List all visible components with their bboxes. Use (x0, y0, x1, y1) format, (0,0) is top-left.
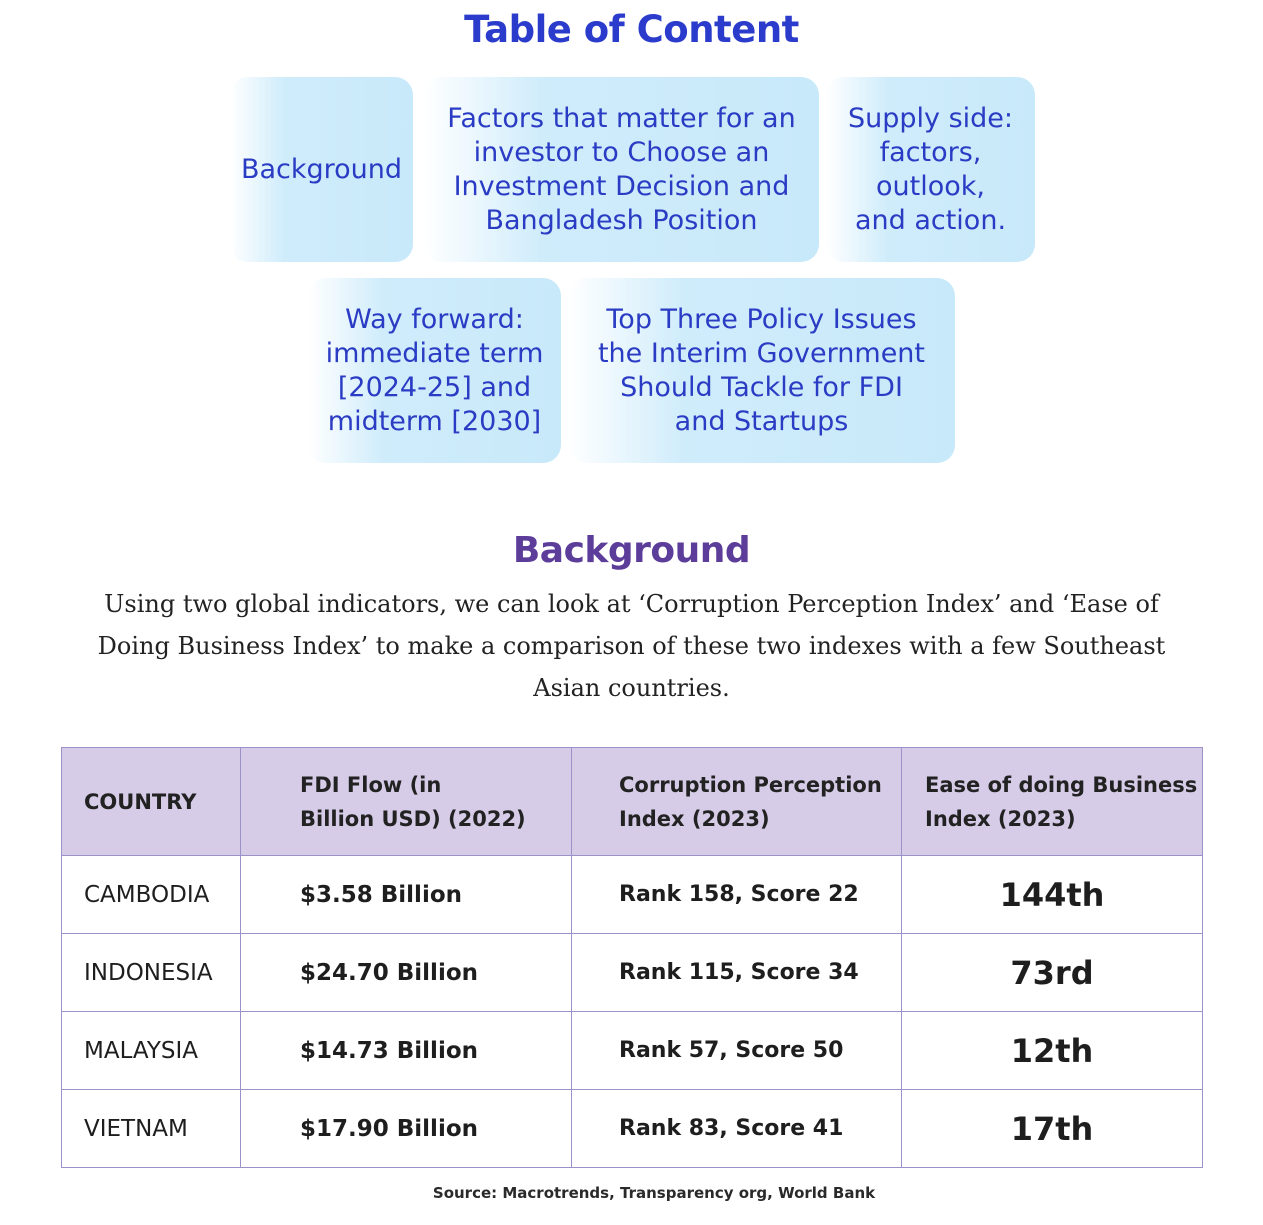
background-heading: Background (512, 530, 751, 571)
toc-item-label: Way forward: immediate term [2024-25] and midterm [2030] (325, 303, 544, 437)
table-row (62, 856, 1203, 934)
cell-eodb: 73rd (902, 934, 1203, 1012)
cell-country: MALAYSIA (62, 1012, 241, 1090)
toc-item-way-forward[interactable] (308, 278, 561, 463)
cell-cpi: Rank 57, Score 50 (572, 1012, 902, 1090)
toc-item-label: Background (240, 153, 403, 185)
header-ease-of-business: Ease of doing Business Index (2023) (902, 748, 1203, 856)
toc-item-supply-side[interactable] (826, 77, 1035, 262)
cell-fdi: $17.90 Billion (241, 1090, 572, 1168)
cell-eodb: 12th (902, 1012, 1203, 1090)
table-row (62, 934, 1203, 1012)
cell-eodb: 144th (902, 856, 1203, 934)
cell-fdi: $24.70 Billion (241, 934, 572, 1012)
table-header-row (62, 748, 1203, 856)
cell-eodb: 17th (902, 1090, 1203, 1168)
table-row (62, 1012, 1203, 1090)
comparison-table (61, 747, 1203, 1168)
cell-fdi: $3.58 Billion (241, 856, 572, 934)
cell-country: CAMBODIA (62, 856, 241, 934)
cell-cpi: Rank 158, Score 22 (572, 856, 902, 934)
toc-item-investor-factors[interactable] (424, 77, 819, 262)
source-note: Source: Macrotrends, Transparency org, World Bank (432, 1184, 876, 1202)
header-fdi-flow: FDI Flow (in Billion USD) (2022) (241, 748, 572, 856)
cell-country: VIETNAM (62, 1090, 241, 1168)
cell-fdi: $14.73 Billion (241, 1012, 572, 1090)
toc-item-label: Factors that matter for an investor to Choose an Investment Decision and Bangladesh Position (447, 102, 796, 236)
table-row (62, 1090, 1203, 1168)
header-corruption-index: Corruption Perception Index (2023) (572, 748, 902, 856)
cell-cpi: Rank 115, Score 34 (572, 934, 902, 1012)
toc-item-label: Supply side: factors, outlook, and action. (847, 102, 1013, 236)
header-country: COUNTRY (62, 748, 241, 856)
background-paragraph: Using two global indicators, we can look at ‘Corruption Perception Index’ and ‘Ease of Doing Business Index’ to make a comparison of these two indexes with a few Southeast Asian countries. (97, 590, 1166, 702)
toc-item-label: Top Three Policy Issues the Interim Government Should Tackle for FDI and Startups (597, 303, 926, 437)
toc-title: Table of Content (464, 8, 799, 51)
cell-cpi: Rank 83, Score 41 (572, 1090, 902, 1168)
cell-country: INDONESIA (62, 934, 241, 1012)
toc-item-policy-issues[interactable] (568, 278, 955, 463)
toc-item-background[interactable] (230, 77, 413, 262)
